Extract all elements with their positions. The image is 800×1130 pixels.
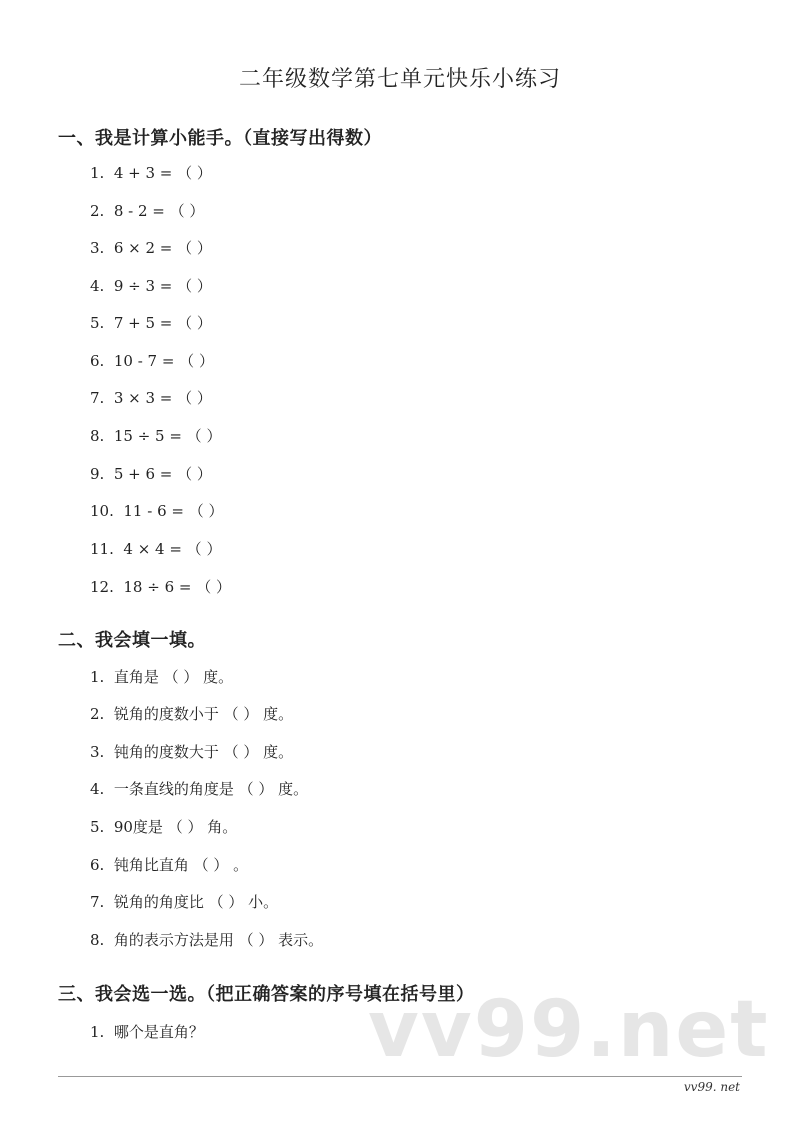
- fill-item: 5. 90度是 （ ） 角。: [90, 818, 238, 836]
- watermark: vv99.net: [368, 985, 770, 1075]
- fill-item: 7. 锐角的角度比 （ ） 小。: [90, 893, 279, 911]
- calc-item: 11. 4 × 4 = （ ）: [90, 540, 222, 558]
- calc-item: 10. 11 - 6 = （ ）: [90, 502, 224, 520]
- fill-item: 6. 钝角比直角 （ ） 。: [90, 856, 249, 874]
- footer-site-label: vv99. net: [683, 1080, 740, 1094]
- calc-item: 5. 7 + 5 = （ ）: [90, 314, 212, 332]
- fill-item: 4. 一条直线的角度是 （ ） 度。: [90, 780, 309, 798]
- calc-item: 8. 15 ÷ 5 = （ ）: [90, 427, 222, 445]
- calc-item: 4. 9 ÷ 3 = （ ）: [90, 277, 212, 295]
- fill-item: 2. 锐角的度数小于 （ ） 度。: [90, 705, 294, 723]
- fill-item: 1. 直角是 （ ） 度。: [90, 668, 234, 686]
- calc-item: 9. 5 + 6 = （ ）: [90, 465, 212, 483]
- section-heading-fill-in: 二、我会填一填。: [58, 630, 206, 651]
- section-heading-choice: 三、我会选一选。（把正确答案的序号填在括号里）: [58, 984, 475, 1005]
- calc-item: 7. 3 × 3 = （ ）: [90, 389, 212, 407]
- calc-item: 12. 18 ÷ 6 = （ ）: [90, 578, 231, 596]
- section-heading-calculation: 一、我是计算小能手。（直接写出得数）: [58, 128, 382, 149]
- calc-item: 3. 6 × 2 = （ ）: [90, 239, 212, 257]
- fill-item: 8. 角的表示方法是用 （ ） 表示。: [90, 931, 324, 949]
- calc-item: 2. 8 - 2 = （ ）: [90, 202, 205, 220]
- page-title: 二年级数学第七单元快乐小练习: [238, 67, 561, 92]
- calc-item: 1. 4 + 3 = （ ）: [90, 164, 212, 182]
- footer-divider: [58, 1076, 742, 1077]
- fill-item: 3. 钝角的度数大于 （ ） 度。: [90, 743, 294, 761]
- calc-item: 6. 10 - 7 = （ ）: [90, 352, 214, 370]
- choice-item: 1. 哪个是直角？: [90, 1023, 204, 1041]
